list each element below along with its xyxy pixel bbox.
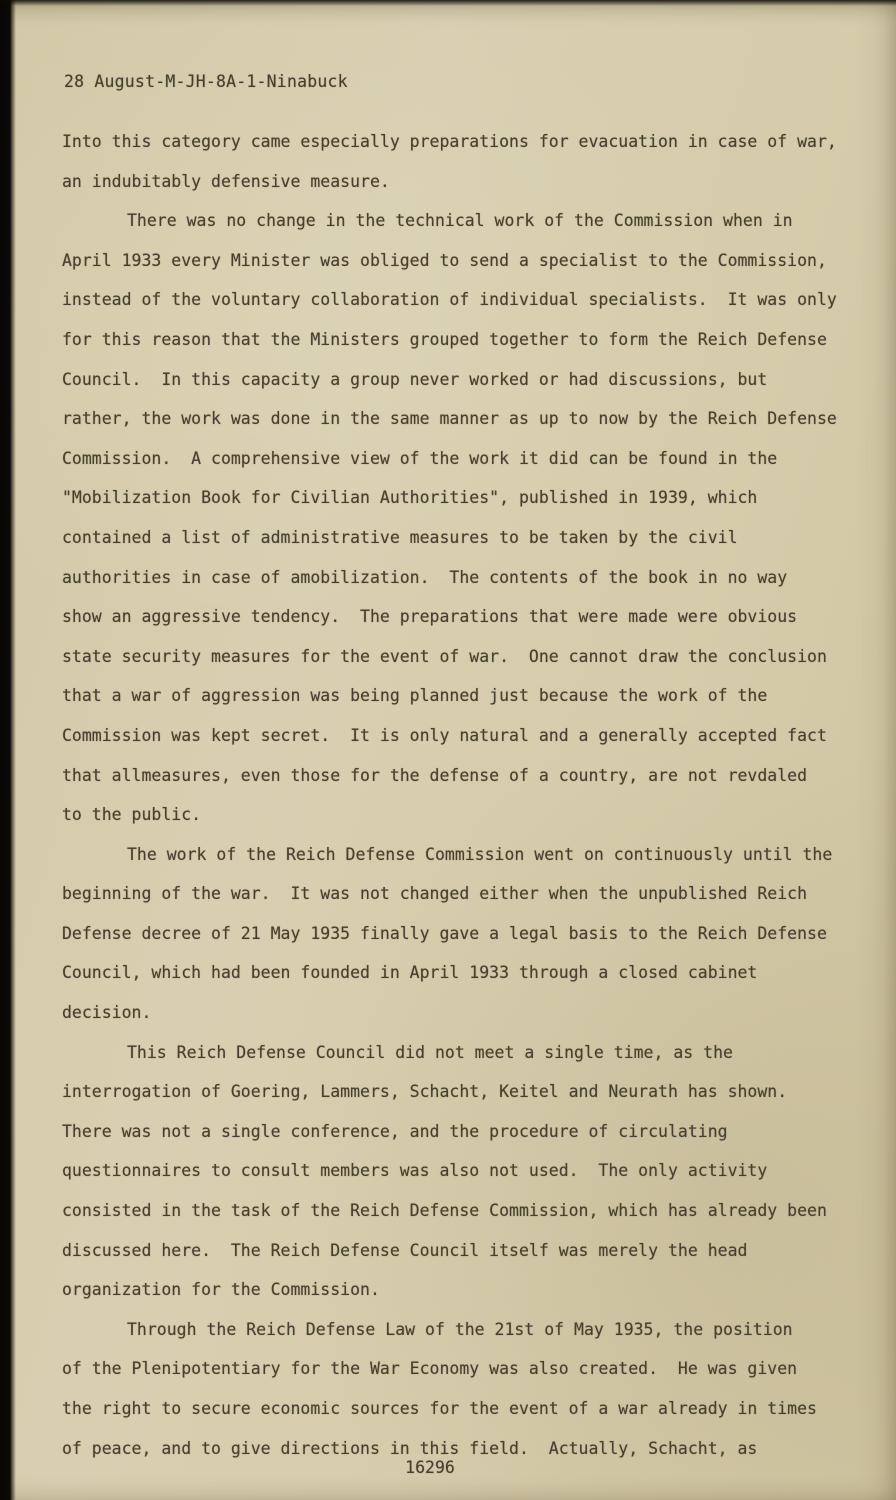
text-line: "Mobilization Book for Civilian Authorities", published in 1939, which — [62, 488, 758, 508]
text-line: There was not a single conference, and the procedure of circulating — [62, 1121, 728, 1141]
text-line: Into this category came especially preparations for evacuation in case of war, — [62, 132, 837, 151]
document-header: 28 August-M-JH-8A-1-Ninabuck — [64, 72, 348, 91]
text-line: The work of the Reich Defense Commission went on continuously until the — [127, 844, 833, 864]
text-line: rather, the work was done in the same manner as up to now by the Reich Defense — [62, 409, 837, 429]
text-line: of the Plenipotentiary for the War Economy was also created. He was given — [62, 1359, 798, 1379]
text-line: show an aggressive tendency. The preparations that were made were obvious — [62, 607, 798, 627]
text-line: beginning of the war. It was not changed either when the unpublished Reich — [62, 884, 808, 904]
text-line: Defense decree of 21 May 1935 finally gave a legal basis to the Reich Defense — [62, 923, 827, 943]
text-line: for this reason that the Ministers grouped together to form the Reich Defense — [62, 329, 827, 349]
text-line: of peace, and to give directions in this field. Actually, Schacht, as — [62, 1438, 758, 1458]
document-body — [62, 122, 866, 1468]
scan-edge-top — [0, 0, 896, 6]
text-line: interrogation of Goering, Lammers, Schacht, Keitel and Neurath has shown. — [62, 1082, 788, 1102]
text-line: that allmeasures, even those for the defense of a country, are not revdaled — [62, 765, 808, 785]
text-line: Through the Reich Defense Law of the 21st of May 1935, the position — [127, 1319, 793, 1339]
text-line: the right to secure economic sources for the event of a war already in times — [62, 1399, 817, 1418]
text-line: questionnaires to consult members was also not used. The only activity — [62, 1161, 768, 1181]
text-line: instead of the voluntary collaboration of individual specialists. It was only — [62, 290, 837, 310]
text-line: discussed here. The Reich Defense Council itself was merely the head — [62, 1240, 748, 1260]
text-line: authorities in case of amobilization. The contents of the book in no way — [62, 567, 788, 587]
text-line: organization for the Commission. — [62, 1280, 380, 1300]
text-line: Council. In this capacity a group never worked or had discussions, but — [62, 369, 768, 389]
scan-edge-left — [0, 0, 16, 1500]
text-line: decision. — [62, 1003, 152, 1023]
text-line: This Reich Defense Council did not meet a single time, as the — [127, 1042, 733, 1062]
text-line: There was no change in the technical work of the Commission when in — [127, 211, 793, 231]
text-line: an indubitably defensive measure. — [62, 171, 390, 191]
text-line: consisted in the task of the Reich Defense Commission, which has already been — [62, 1201, 827, 1221]
text-line: to the public. — [62, 805, 202, 825]
text-line: contained a list of administrative measures to be taken by the civil — [62, 527, 738, 547]
text-line: Commission was kept secret. It is only natural and a generally accepted fact — [62, 725, 827, 745]
page-number: 16296 — [405, 1458, 455, 1477]
text-line: April 1933 every Minister was obliged to send a specialist to the Commission, — [62, 250, 827, 270]
text-line: that a war of aggression was being planned just because the work of the — [62, 686, 768, 706]
text-line: Council, which had been founded in April 1933 through a closed cabinet — [62, 963, 758, 983]
text-line: state security measures for the event of war. One cannot draw the conclusion — [62, 646, 827, 666]
text-line: Commission. A comprehensive view of the work it did can be found in the — [62, 448, 778, 468]
